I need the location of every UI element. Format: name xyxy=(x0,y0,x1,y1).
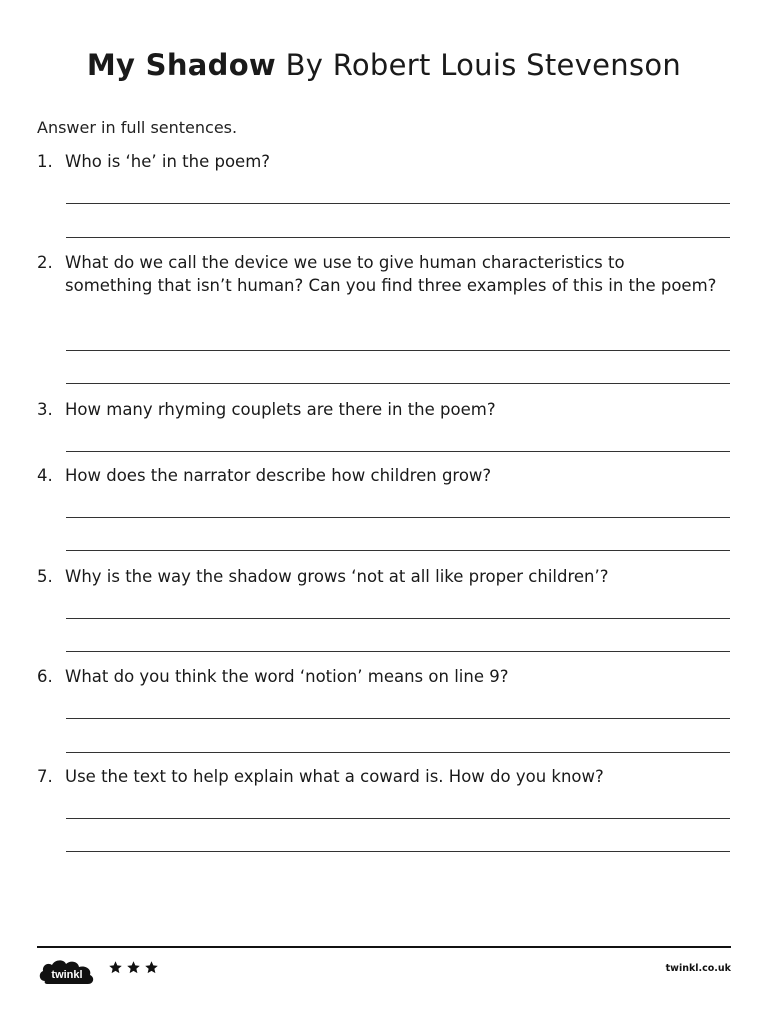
question-2 xyxy=(37,251,717,297)
question-text: Use the text to help explain what a coward is. How do you know? xyxy=(65,767,604,786)
question-3 xyxy=(37,398,717,421)
question-number: 1. xyxy=(37,152,53,171)
answer-line[interactable] xyxy=(66,718,730,719)
site-url[interactable]: twinkl.co.uk xyxy=(665,963,731,974)
answer-line[interactable] xyxy=(66,818,730,819)
answer-line[interactable] xyxy=(66,752,730,753)
difficulty-rating xyxy=(108,960,159,975)
star-icon xyxy=(108,960,123,975)
twinkl-logo xyxy=(37,955,97,987)
question-6 xyxy=(37,665,717,688)
page-title xyxy=(0,48,768,82)
question-4 xyxy=(37,464,717,487)
footer-divider xyxy=(37,946,731,948)
answer-line[interactable] xyxy=(66,618,730,619)
answer-line[interactable] xyxy=(66,383,730,384)
answer-line[interactable] xyxy=(66,350,730,351)
answer-line[interactable] xyxy=(66,851,730,852)
question-number: 2. xyxy=(37,253,53,272)
answer-line[interactable] xyxy=(66,237,730,238)
question-1 xyxy=(37,150,717,173)
answer-line[interactable] xyxy=(66,550,730,551)
question-number: 6. xyxy=(37,667,53,686)
question-text: Who is ‘he’ in the poem? xyxy=(65,152,271,171)
question-text: Why is the way the shadow grows ‘not at all like proper children’? xyxy=(65,567,609,586)
logo-text: twinkl xyxy=(51,969,83,981)
question-text: How many rhyming couplets are there in the poem? xyxy=(65,400,496,419)
question-number: 3. xyxy=(37,400,53,419)
answer-line[interactable] xyxy=(66,203,730,204)
title-bold: My Shadow xyxy=(86,48,277,82)
answer-line[interactable] xyxy=(66,651,730,652)
answer-line[interactable] xyxy=(66,451,730,452)
question-number: 4. xyxy=(37,466,53,485)
star-icon xyxy=(126,960,141,975)
question-number: 5. xyxy=(37,567,53,586)
question-5 xyxy=(37,565,717,588)
instructions: Answer in full sentences. xyxy=(37,118,238,137)
question-text: What do we call the device we use to give human characteristics to something that isn’t human? Can you find three examples of this in the poem? xyxy=(65,253,717,295)
question-text: How does the narrator describe how children grow? xyxy=(65,466,492,485)
question-7 xyxy=(37,765,717,788)
question-text: What do you think the word ‘notion’ means on line 9? xyxy=(65,667,509,686)
answer-line[interactable] xyxy=(66,517,730,518)
question-number: 7. xyxy=(37,767,53,786)
star-icon xyxy=(144,960,159,975)
title-author: By Robert Louis Stevenson xyxy=(285,48,682,82)
